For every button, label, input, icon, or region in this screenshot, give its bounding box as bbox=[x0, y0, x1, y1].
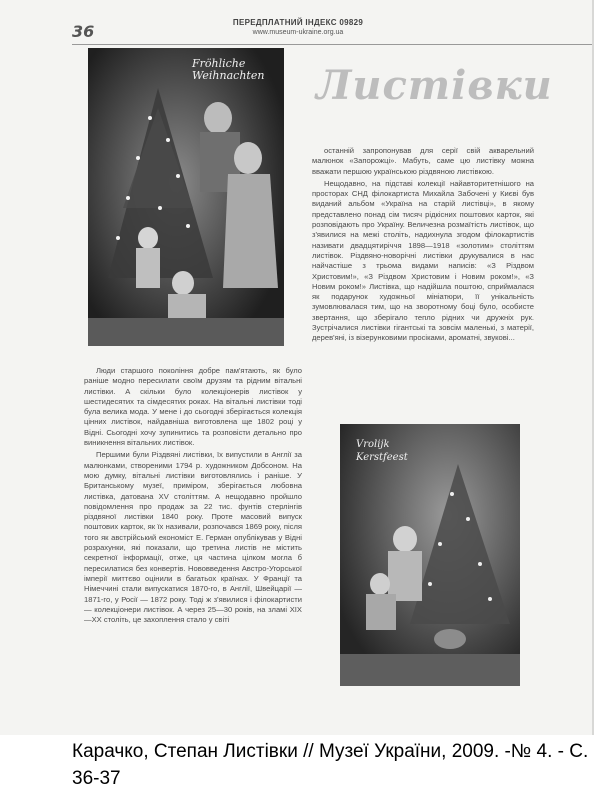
vintage-postcard-children bbox=[340, 424, 520, 686]
left-column bbox=[84, 366, 302, 694]
postcard-caption-2-line1: Vrolijk bbox=[356, 439, 390, 450]
header-rule bbox=[72, 44, 592, 45]
page-number: 36 bbox=[72, 22, 95, 41]
postcard-caption-2-line2: Kerstfeest bbox=[356, 452, 408, 463]
postcard-illustration bbox=[88, 48, 284, 346]
right-paragraph-1: останній запропонував для серії свій акварельний малюнок «Запорожці». Мабуть, саме цю листівку можна вважати першою українською різдвяною листівкою. bbox=[312, 146, 534, 176]
postcard-caption-line1: Fröhliche bbox=[192, 57, 246, 70]
postcard-caption-line2: Weihnachten bbox=[192, 69, 265, 82]
subscription-index: ПЕРЕДПЛАТНИЙ ІНДЕКС 09829 bbox=[232, 18, 364, 27]
vintage-postcard-christmas-tree bbox=[88, 48, 284, 346]
website-url: www.museum-ukraine.org.ua bbox=[252, 29, 344, 36]
left-paragraph-1: Люди старшого покоління добре пам'ятають, як було раніше модно пересилати своїм друзям та рідним вітальні листівки. А скільки було колекціонерів листівок у шестидесятих та сімдесятих роках. На вітальні листівки тоді була велика мода. У мене і до сьогодні зберігається колекція цінних листівок, найдавніша виготовлена ще 1802 році у Відні. Сьогодні хочу зупинитись та розповісти детально про виникнення вітальних листівок. bbox=[84, 366, 302, 448]
right-paragraph-2: Нещодавно, на підставі колекції найавторитетнішого на просторах СНД філокартиста Михайла Забочені у Києві був виданий альбом «Україна на старій листівці», в якому представлено понад сім тисяч рідкісних поштових карток, які розповідають про Україну. Величезна розмаїтість листівок, що з'явилися на межі століть, надихнула згодом філокартистів називати двадцятиріччя 1898—1918 «золотим» століттям листівок. Різдвяно-новорічні листівки друкувалися в нас найчастіше з трьома видами написів: «З Різдвом Христовим!», «З Різдвом Христовим і Новим роком!», «З Новим роком!» Листівка, що надійшла поштою, сприймалася як подарунок художньої мініатюри, її унікальність зумовлювалася тим, що на зворотному боці було, особисте звертання, що зберігало тепло рідних чи дружніх рук. Зустрічалися листівки гігантські та зовсім маленькі, з матерії, дерев'яні, із візерунковими просіками, ароматні, звукові... bbox=[312, 178, 534, 343]
right-column bbox=[312, 146, 534, 408]
page-header bbox=[228, 18, 368, 36]
article-title: Листівки bbox=[316, 62, 553, 109]
left-paragraph-2: Першими були Різдвяні листівки, їх випустили в Англії за малюнками, створеними 1794 р. художником Добсоном. На мою думку, вітальні листівки виготовлялись і раніше. У Британському музеї, приміром, зберігається любовна листівка, датована XV століттям. А нещодавно пройшло повідомлення про продаж за 22 тис. фунтів стерлінгів різдвяної листівки 1840 року. Проте масовий випуск поштових карток, як їх називали, розпочався 1869 року, після того як австрійський економіст Е. Герман опублікував у Відні розрахунки, які показали, що третина листів не містить секретної інформації, отже, ця частина цілком могла б пересилатися без конвертів. Нововведення Австро-Угорської імперії миттєво оцінили в багатьох країнах. У Франції та Німеччині стали випускатися 1870-го, в Англії, Швейцарії — 1871-го, у Росії — 1872 року. Тоді ж з'явилися і філокартисти — колекціонери листівок. А через 25—30 років, на зламі XIX—XX століть, це захоплення стало у світі bbox=[84, 450, 302, 625]
bibliographic-citation: Карачко, Степан Листівки // Музеї України, 2009. -№ 4. - С. 36-37 bbox=[72, 741, 589, 789]
